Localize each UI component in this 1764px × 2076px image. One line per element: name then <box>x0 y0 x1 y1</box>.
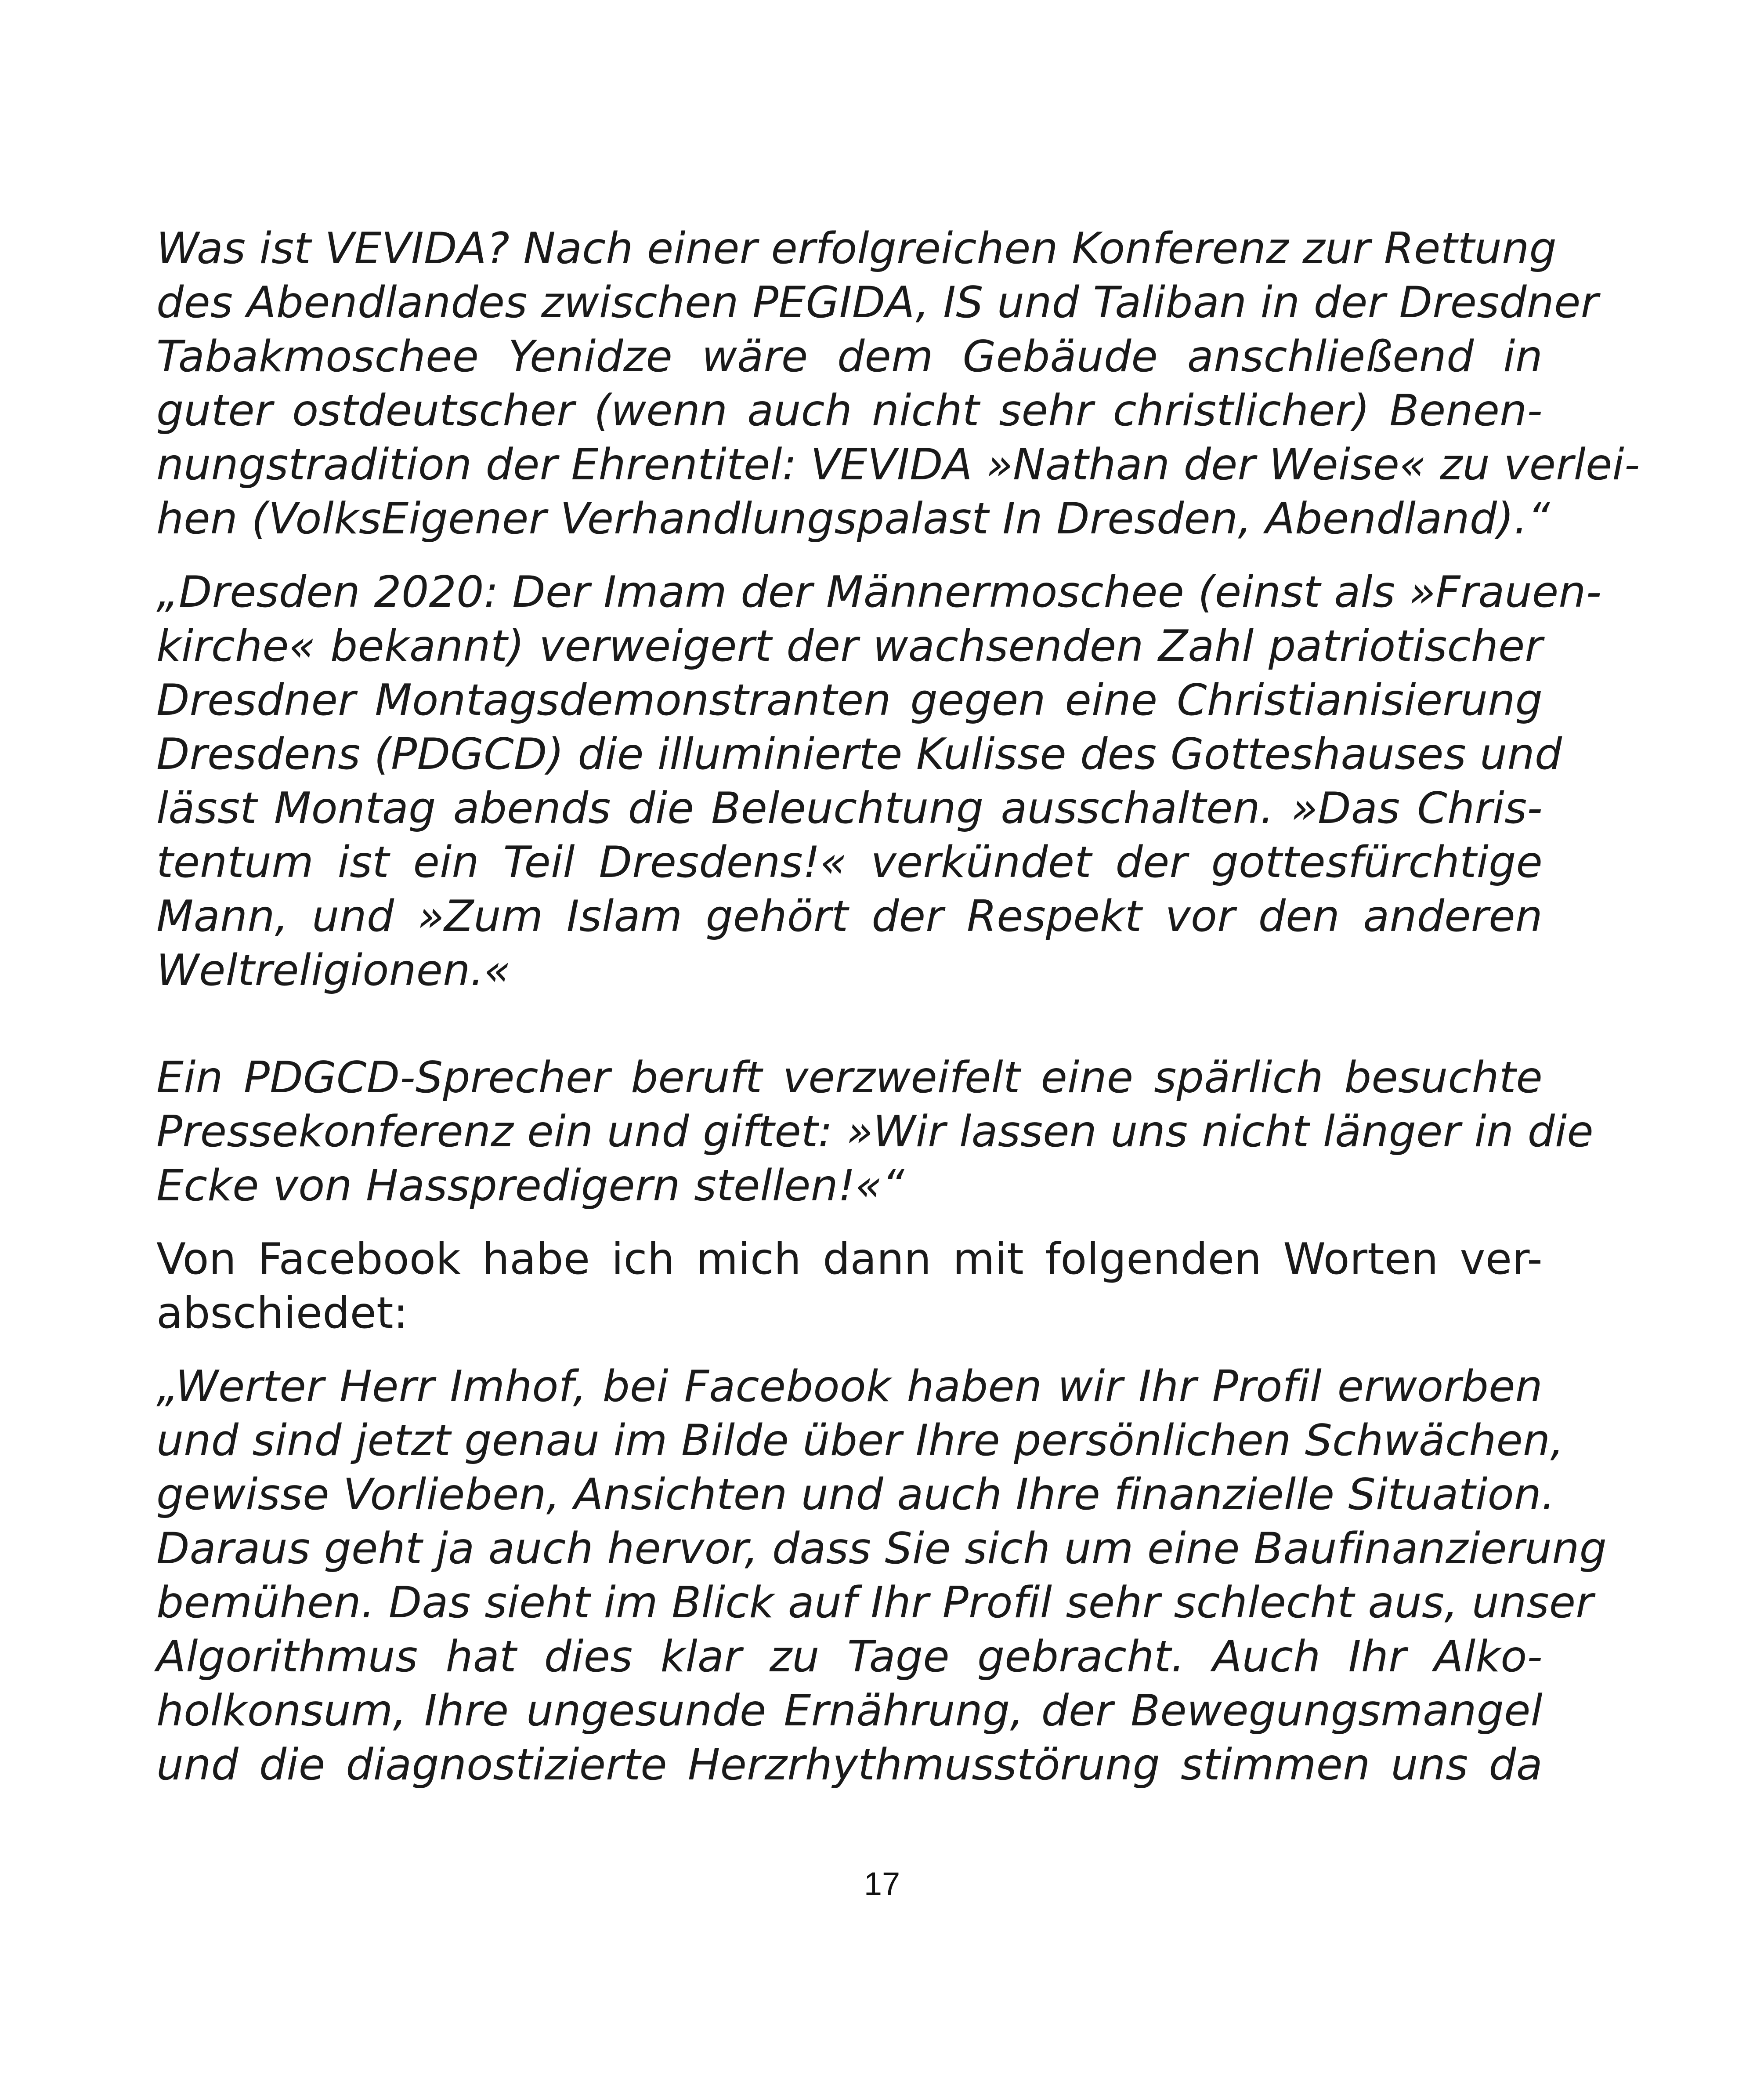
text-line: bemühen. Das sieht im Blick auf Ihr Profil sehr schlecht aus, unser <box>156 1578 1594 1628</box>
paragraph-spacer <box>156 1341 1543 1360</box>
page-body <box>156 222 1640 1792</box>
text-line: Dresdens (PDGCD) die illuminierte Kulisse des Gotteshauses und <box>156 729 1562 779</box>
text-line: kirche« bekannt) verweigert der wachsenden Zahl patriotischer <box>156 621 1543 671</box>
text-line: Dresdner Montagsdemonstranten gegen eine Christianisierung <box>156 675 1543 725</box>
text-line: abschiedet: <box>156 1288 408 1338</box>
page-number: 17 <box>864 1866 900 1902</box>
text-line: Mann, und »Zum Islam gehört der Respekt vor den anderen <box>156 891 1543 942</box>
text-line: „Dresden 2020: Der Imam der Männermoschee (einst als »Frauen- <box>156 567 1602 617</box>
paragraph-spacer <box>156 546 1543 565</box>
text-line: des Abendlandes zwischen PEGIDA, IS und Taliban in der Dresdner <box>156 278 1599 328</box>
paragraph-spacer <box>156 998 1543 1051</box>
paragraph-pdgcd-sprecher <box>156 1051 1594 1213</box>
text-line: holkonsum, Ihre ungesunde Ernährung, der Bewegungsmangel <box>156 1686 1543 1736</box>
text-line: Ein PDGCD-Sprecher beruft verzweifelt eine spärlich besuchte <box>156 1053 1543 1103</box>
text-line: Was ist VEVIDA? Nach einer erfolgreichen Konferenz zur Rettung <box>156 224 1557 274</box>
text-line: Algorithmus hat dies klar zu Tage gebracht. Auch Ihr Alko- <box>156 1632 1543 1682</box>
text-line: guter ostdeutscher (wenn auch nicht sehr christlicher) Benen- <box>156 386 1543 436</box>
text-line: Pressekonferenz ein und giftet: »Wir lassen uns nicht länger in die <box>156 1107 1594 1157</box>
text-line: Weltreligionen.« <box>156 946 511 996</box>
text-line: gewisse Vorlieben, Ansichten und auch Ihre finanzielle Situation. <box>156 1470 1555 1520</box>
paragraph-vevida <box>156 222 1640 546</box>
text-line: „Werter Herr Imhof, bei Facebook haben wir Ihr Profil erworben <box>156 1362 1543 1412</box>
text-line: Daraus geht ja auch hervor, dass Sie sich um eine Baufinanzierung <box>156 1524 1607 1574</box>
paragraph-dresden-2020 <box>156 565 1602 998</box>
paragraph-spacer <box>156 1213 1543 1232</box>
paragraph-facebook-abschied <box>156 1232 1543 1341</box>
text-line: tentum ist ein Teil Dresdens!« verkündet der gottesfürchtige <box>156 837 1543 888</box>
text-line: und die diagnostizierte Herzrhythmusstörung stimmen uns da <box>156 1740 1543 1790</box>
text-line: und sind jetzt genau im Bilde über Ihre persönlichen Schwächen, <box>156 1416 1564 1466</box>
text-line: hen (VolksEigener Verhandlungspalast In Dresden, Abendland).“ <box>156 494 1550 544</box>
text-line: lässt Montag abends die Beleuchtung ausschalten. »Das Chris- <box>156 783 1543 833</box>
paragraph-facebook-letter <box>156 1360 1607 1792</box>
text-line: Tabakmoschee Yenidze wäre dem Gebäude anschließend in <box>156 332 1543 382</box>
text-line: Von Facebook habe ich mich dann mit folgenden Worten ver- <box>156 1234 1543 1284</box>
text-line: nungstradition der Ehrentitel: VEVIDA »Nathan der Weise« zu verlei- <box>156 440 1640 490</box>
text-line: Ecke von Hasspredigern stellen!«“ <box>156 1161 905 1211</box>
